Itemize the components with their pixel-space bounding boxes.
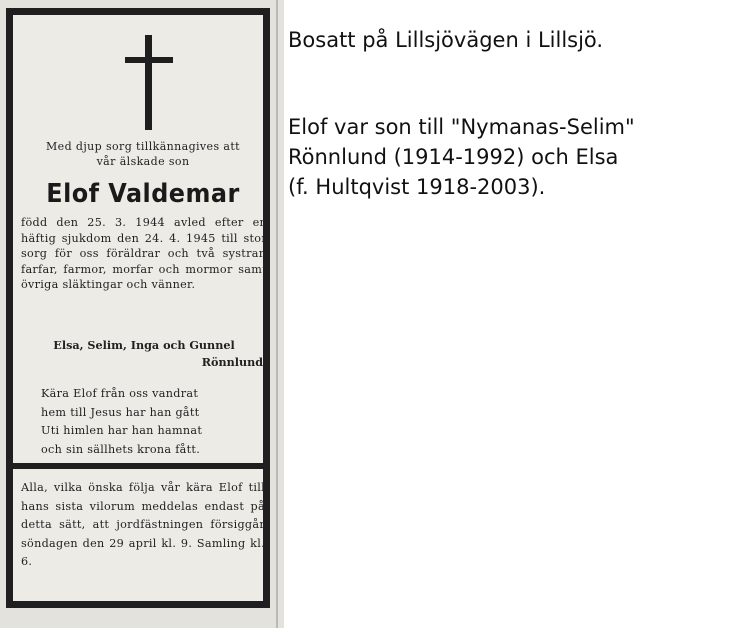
family-note: Elof var son till "Nymanas-Selim" Rönnlund (1914-1992) och Elsa (f. Hultqvist 1918-2003).: [288, 115, 635, 199]
signers-names: Elsa, Selim, Inga och Gunnel: [53, 338, 235, 352]
cross-icon: [125, 35, 173, 130]
newspaper-clipping: [0, 0, 284, 628]
death-notice: [6, 8, 270, 608]
signers-surname: Rönnlund.: [201, 355, 267, 369]
funeral-announcement: Alla, vilka önska följa vår kära Elof till hans sista vilorum meddelas endast på detta sätt, att jordfästningen försiggår söndagen den 29 april kl. 9. Samling kl. 6.: [21, 481, 265, 568]
residence-note: Bosatt på Lillsjövägen i Lillsjö.: [288, 28, 604, 52]
section-divider: [13, 463, 263, 469]
notice-signers: [21, 337, 267, 371]
notice-intro: Med djup sorg tillkännagives att vår älskade son: [46, 140, 240, 168]
notice-body: född den 25. 3. 1944 avled efter en häftig sjukdom den 24. 4. 1945 till stor sorg för oss föräldrar och två systrar, farfar, farmor, morfar och mormor samt övriga släktingar och vänner.: [21, 216, 267, 291]
clipping-edge: [276, 0, 278, 628]
deceased-name: Elof Valdemar: [46, 179, 240, 209]
memorial-verse: Kära Elof från oss vandrat hem till Jesus har han gått Uti himlen har han hamnat och sin sällhets krona fått.: [41, 387, 203, 456]
